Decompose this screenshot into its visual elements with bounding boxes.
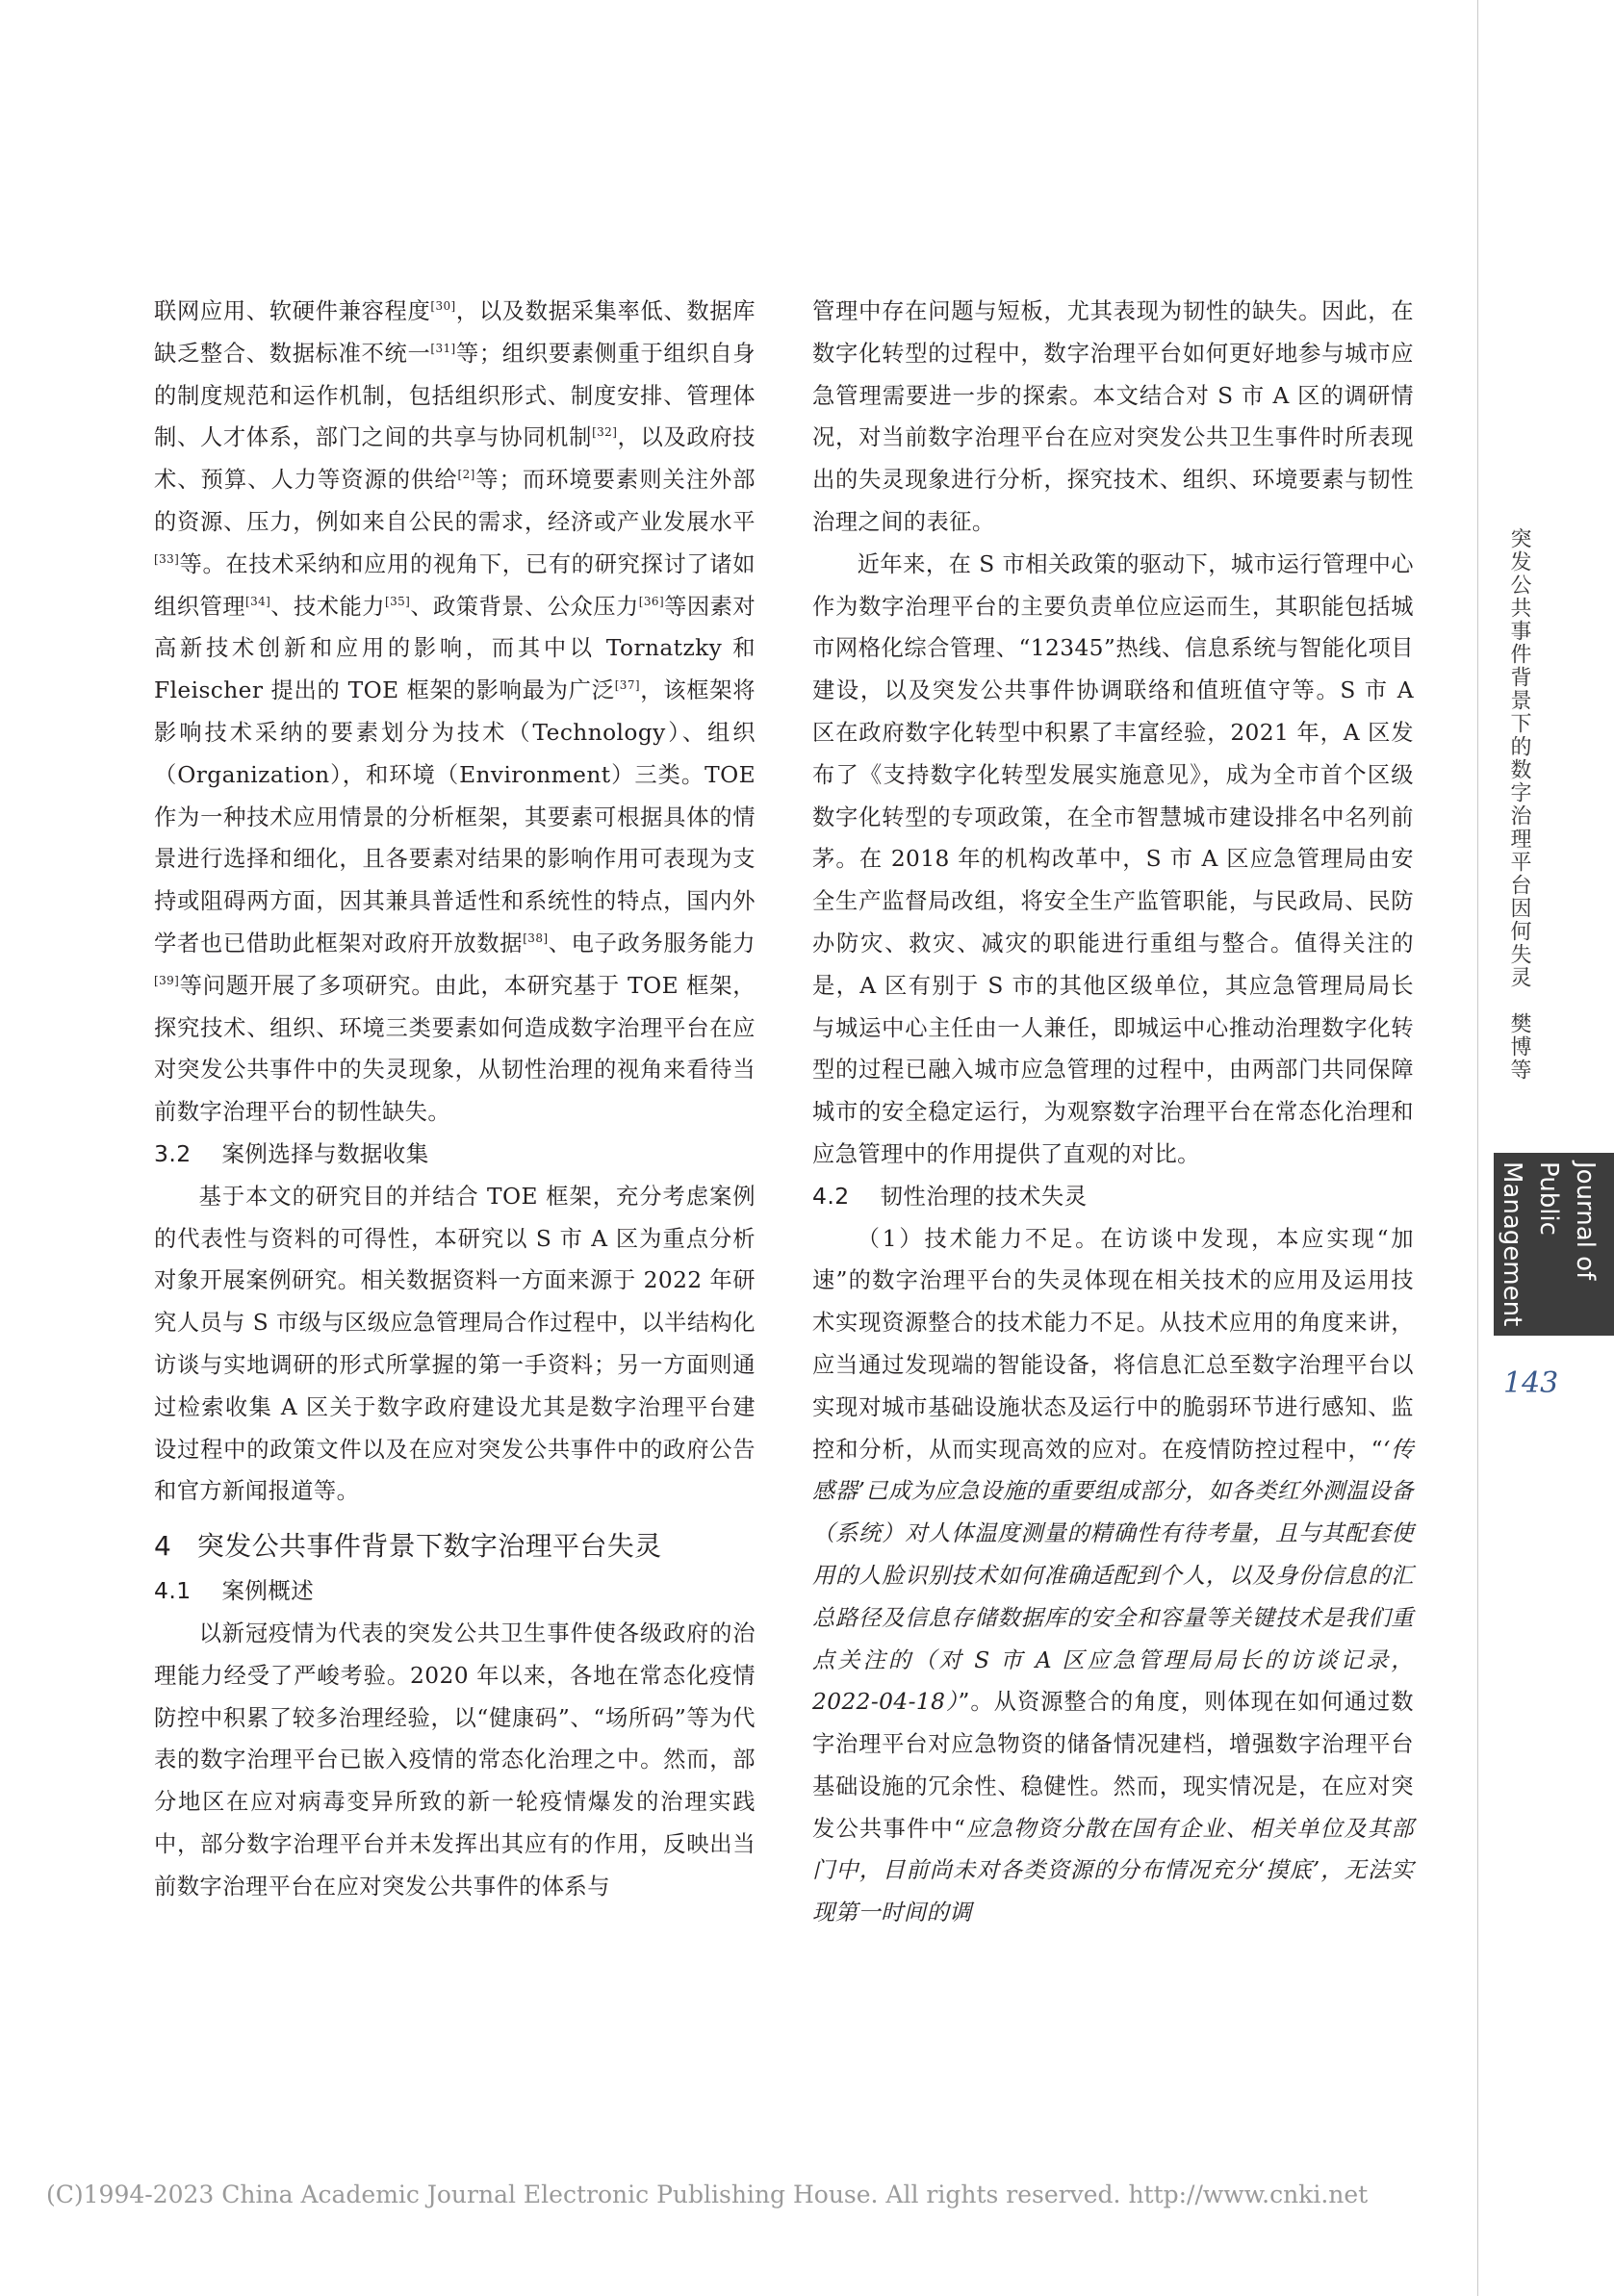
paragraph: 以新冠疫情为代表的突发公共卫生事件使各级政府的治理能力经受了严峻考验。2020 年以来，各地在常态化疫情防控中积累了较多治理经验，以“健康码”、“场所码”等为代表的数字治理平台已嵌入疫情的常态化治理之中。然而，部分地区在应对病毒变异所致的新一轮疫情爆发的治理实践中，部分数字治理平台并未发挥出其应有的作用，反映出当前数字治理平台在应对突发公共事件的体系与 bbox=[154, 1620, 756, 1900]
paragraph: 近年来，在 S 市相关政策的驱动下，城市运行管理中心作为数字治理平台的主要负责单位应运而生，其职能包括城市网格化综合管理、“12345”热线、信息系统与智能化项目建设，以及突发公共事件协调联络和值班值守等。S 市 A 区在政府数字化转型中积累了丰富经验，2021 年，A 区发布了《支持数字化转型发展实施意见》，成为全市首个区级数字化转型的专项政策，在全市智慧城市建设排名中名列前茅。在 2018 年的机构改革中，S 市 A 区应急管理局由安全生产监督局改组，将安全生产监管职能，与民政局、民防办防灾、救灾、减灾的职能进行重组与整合。值得关注的是，A 区有别于 S 市的其他区级单位，其应急管理局局长与城运中心主任由一人兼任，即城运中心推动治理数字化转型的过程已融入城市应急管理的过程中，由两部门共同保障城市的安全稳定运行，为观察数字治理平台在常态化治理和应急管理中的作用提供了直观的对比。 bbox=[812, 550, 1414, 1167]
footer-copyright: (C)1994-2023 China Academic Journal Electronic Publishing House. All rights reserved. http://www.cnki.net bbox=[46, 2181, 1369, 2208]
citation-ref: [33] bbox=[154, 552, 180, 567]
citation-ref: [2] bbox=[457, 468, 475, 482]
section-heading-4-1 bbox=[154, 1570, 756, 1613]
citation-ref: [39] bbox=[154, 973, 180, 987]
section-title: 韧性治理的技术失灵 bbox=[880, 1182, 1088, 1210]
citation-ref: [35] bbox=[385, 594, 411, 608]
paragraph-text: （1）技术能力不足。在访谈中发现，本应实现“加速”的数字治理平台的失灵体现在相关技术的应用及运用技术实现资源整合的技术能力不足。从技术应用的角度来讲，应当通过发现端的智能设备，将信息汇总至数字治理平台以实现对城市基础设施状态及运行中的脆弱环节进行感知、监控和分析，从而实现高效的应对。在疫情防控过程中，“ bbox=[812, 1225, 1414, 1463]
section-heading-4 bbox=[154, 1522, 756, 1570]
section-number: 3.2 bbox=[154, 1139, 192, 1167]
page-number: 143 bbox=[1503, 1366, 1559, 1400]
interview-quote: ‘传感器’已成为应急设施的重要组成部分，如各类红外测温设备（系统）对人体温度测量的精确性有待考量，且与其配套使用的人脸识别技术如何准确适配到个人，以及身份信息的汇总路径及信息存储数据库的安全和容量等关键技术是我们重点关注的（对 S 市 A 区应急管理局局长的访谈记录，2022-04-18） bbox=[812, 1436, 1414, 1716]
section-number: 4 bbox=[154, 1530, 172, 1563]
citation-ref: [31] bbox=[430, 342, 456, 356]
section-heading-3-2 bbox=[154, 1134, 756, 1176]
left-column bbox=[154, 291, 756, 1907]
section-title: 案例概述 bbox=[221, 1577, 315, 1605]
citation-ref: [30] bbox=[430, 299, 456, 314]
paragraph bbox=[812, 1218, 1414, 1935]
sidebar-divider bbox=[1477, 0, 1478, 2296]
citation-ref: [36] bbox=[638, 594, 665, 608]
paragraph: 管理中存在问题与短板，尤其表现为韧性的缺失。因此，在数字化转型的过程中，数字治理平台如何更好地参与城市应急管理需要进一步的探索。本文结合对 S 市 A 区的调研情况，对当前数字治理平台在应对突发公共卫生事件时所表现出的失灵现象进行分析，探究技术、组织、环境要素与韧性治理之间的表征。 bbox=[812, 298, 1414, 535]
citation-ref: [32] bbox=[592, 425, 618, 440]
citation-ref: [38] bbox=[523, 931, 549, 946]
journal-name: Journal of Public Management bbox=[1498, 1161, 1600, 1327]
section-number: 4.2 bbox=[812, 1182, 850, 1210]
right-column bbox=[812, 291, 1414, 1934]
paragraph-text: ”。从资源整合的角度，则体现在如何通过数字治理平台对应急物资的储备情况建档，增强数字治理平台基础设施的冗余性、稳健性。然而，现实情况是，在应对突发公共事件中“ bbox=[812, 1689, 1414, 1842]
citation-ref: [34] bbox=[245, 594, 271, 608]
running-title: 突发公共事件背景下的数字治理平台因何失灵 樊博等 bbox=[1507, 527, 1531, 1082]
interview-quote: 应急物资分散在国有企业、相关单位及其部门中，目前尚未对各类资源的分布情况充分‘摸底’，无法实现第一时间的调 bbox=[812, 1815, 1414, 1926]
citation-ref: [37] bbox=[614, 678, 640, 693]
section-heading-4-2 bbox=[812, 1176, 1414, 1218]
paragraph: 联网应用、软硬件兼容程度[30]，以及数据采集率低、数据库缺乏整合、数据标准不统一[31]等；组织要素侧重于组织自身的制度规范和运作机制，包括组织形式、制度安排、管理体制、人才体系，部门之间的共享与协同机制[32]，以及政府技术、预算、人力等资源的供给[2]等；而环境要素则关注外部的资源、压力，例如来自公民的需求，经济或产业发展水平[33]等。在技术采纳和应用的视角下，已有的研究探讨了诸如组织管理[34]、技术能力[35]、政策背景、公众压力[36]等因素对高新技术创新和应用的影响，而其中以 Tornatzky 和 Fleischer 提出的 TOE 框架的影响最为广泛[37]，该框架将影响技术采纳的要素划分为技术（Technology）、组织（Organization），和环境（Environment）三类。TOE 作为一种技术应用情景的分析框架，其要素可根据具体的情景进行选择和细化，且各要素对结果的影响作用可表现为支持或阻碍两方面，因其兼具普适性和系统性的特点，国内外学者也已借助此框架对政府开放数据[38]、电子政务服务能力[39]等问题开展了多项研究。由此，本研究基于 TOE 框架，探究技术、组织、环境三类要素如何造成数字治理平台在应对突发公共事件中的失灵现象，从韧性治理的视角来看待当前数字治理平台的韧性缺失。 bbox=[154, 298, 756, 1126]
section-number: 4.1 bbox=[154, 1577, 192, 1605]
paragraph: 基于本文的研究目的并结合 TOE 框架，充分考虑案例的代表性与资料的可得性，本研究以 S 市 A 区为重点分析对象开展案例研究。相关数据资料一方面来源于 2022 年研究人员与 S 市级与区级应急管理局合作过程中，以半结构化访谈与实地调研的形式所掌握的第一手资料；另一方面则通过检索收集 A 区关于数字政府建设尤其是数字治理平台建设过程中的政策文件以及在应对突发公共事件中的政府公告和官方新闻报道等。 bbox=[154, 1183, 756, 1505]
section-title: 突发公共事件背景下数字治理平台失灵 bbox=[196, 1530, 662, 1563]
section-title: 案例选择与数据收集 bbox=[221, 1139, 429, 1167]
